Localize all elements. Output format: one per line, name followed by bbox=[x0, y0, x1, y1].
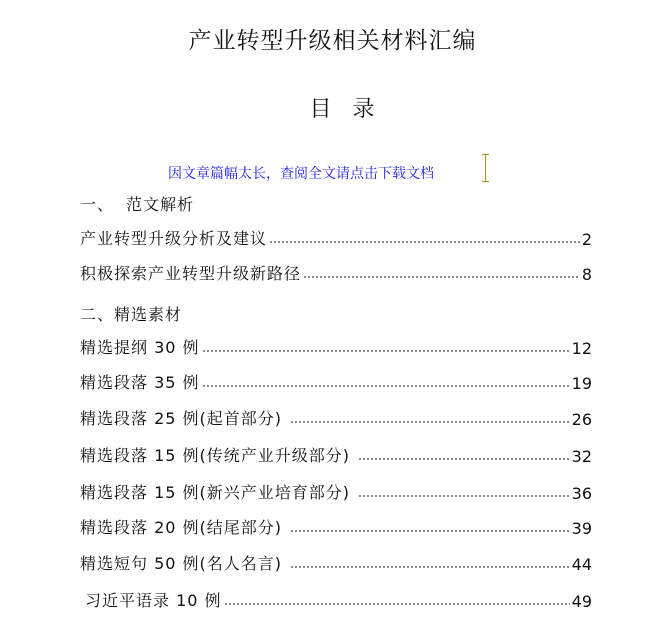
toc-entry[interactable] bbox=[80, 516, 592, 538]
dot-leader bbox=[290, 529, 570, 533]
dot-leader bbox=[358, 494, 570, 498]
toc-page-number: 19 bbox=[571, 374, 592, 393]
toc-entry[interactable] bbox=[80, 262, 592, 284]
toc-page-number: 32 bbox=[571, 447, 592, 466]
dot-leader bbox=[202, 384, 570, 388]
toc-page-number: 2 bbox=[581, 230, 592, 249]
toc-entry-label: 精选提纲 30 例 bbox=[80, 338, 200, 357]
toc-page-number: 26 bbox=[571, 410, 592, 429]
toc-entry[interactable] bbox=[80, 227, 592, 249]
dot-leader bbox=[269, 240, 580, 244]
dot-leader bbox=[303, 275, 580, 279]
dot-leader bbox=[290, 565, 570, 569]
toc-entry-label: 积极探索产业转型升级新路径 bbox=[80, 264, 302, 283]
download-document-link[interactable]: 因文章篇幅太长，查阅全文请点击下载文档 bbox=[168, 166, 434, 182]
toc-page-number: 39 bbox=[571, 519, 592, 538]
dot-leader bbox=[224, 602, 570, 606]
toc-entry[interactable] bbox=[80, 552, 592, 574]
toc-entry[interactable] bbox=[80, 371, 592, 393]
dot-leader bbox=[290, 420, 570, 424]
toc-entry-label: 精选段落 15 例(新兴产业培育部分) bbox=[80, 483, 357, 502]
toc-entry-label: 精选段落 35 例 bbox=[80, 373, 200, 392]
toc-entry[interactable] bbox=[85, 589, 592, 611]
toc-page-number: 8 bbox=[581, 265, 592, 284]
toc-entry[interactable] bbox=[80, 444, 592, 466]
toc-entry-label: 精选段落 15 例(传统产业升级部分) bbox=[80, 446, 357, 465]
toc-page-number: 49 bbox=[571, 592, 592, 611]
dot-leader bbox=[202, 349, 570, 353]
toc-entry-label: 习近平语录 10 例 bbox=[85, 591, 222, 610]
section-heading-materials: 二、精选素材 bbox=[80, 305, 183, 324]
toc-page-number: 12 bbox=[571, 339, 592, 358]
text-cursor-icon bbox=[484, 153, 487, 183]
toc-entry[interactable] bbox=[80, 407, 592, 429]
toc-entry-label: 精选短句 50 例(名人名言) bbox=[80, 554, 289, 573]
toc-page-number: 44 bbox=[571, 555, 592, 574]
toc-entry-label: 精选段落 25 例(起首部分) bbox=[80, 409, 289, 428]
toc-entry-label: 精选段落 20 例(结尾部分) bbox=[80, 518, 289, 537]
toc-page-number: 36 bbox=[571, 484, 592, 503]
dot-leader bbox=[358, 457, 570, 461]
toc-heading: 目 录 bbox=[309, 97, 375, 122]
toc-entry[interactable] bbox=[80, 481, 592, 503]
section-heading-analysis: 一、 范文解析 bbox=[80, 195, 195, 214]
document-title: 产业转型升级相关材料汇编 bbox=[188, 28, 477, 54]
toc-entry-label: 产业转型升级分析及建议 bbox=[80, 229, 268, 248]
toc-entry[interactable] bbox=[80, 336, 592, 358]
